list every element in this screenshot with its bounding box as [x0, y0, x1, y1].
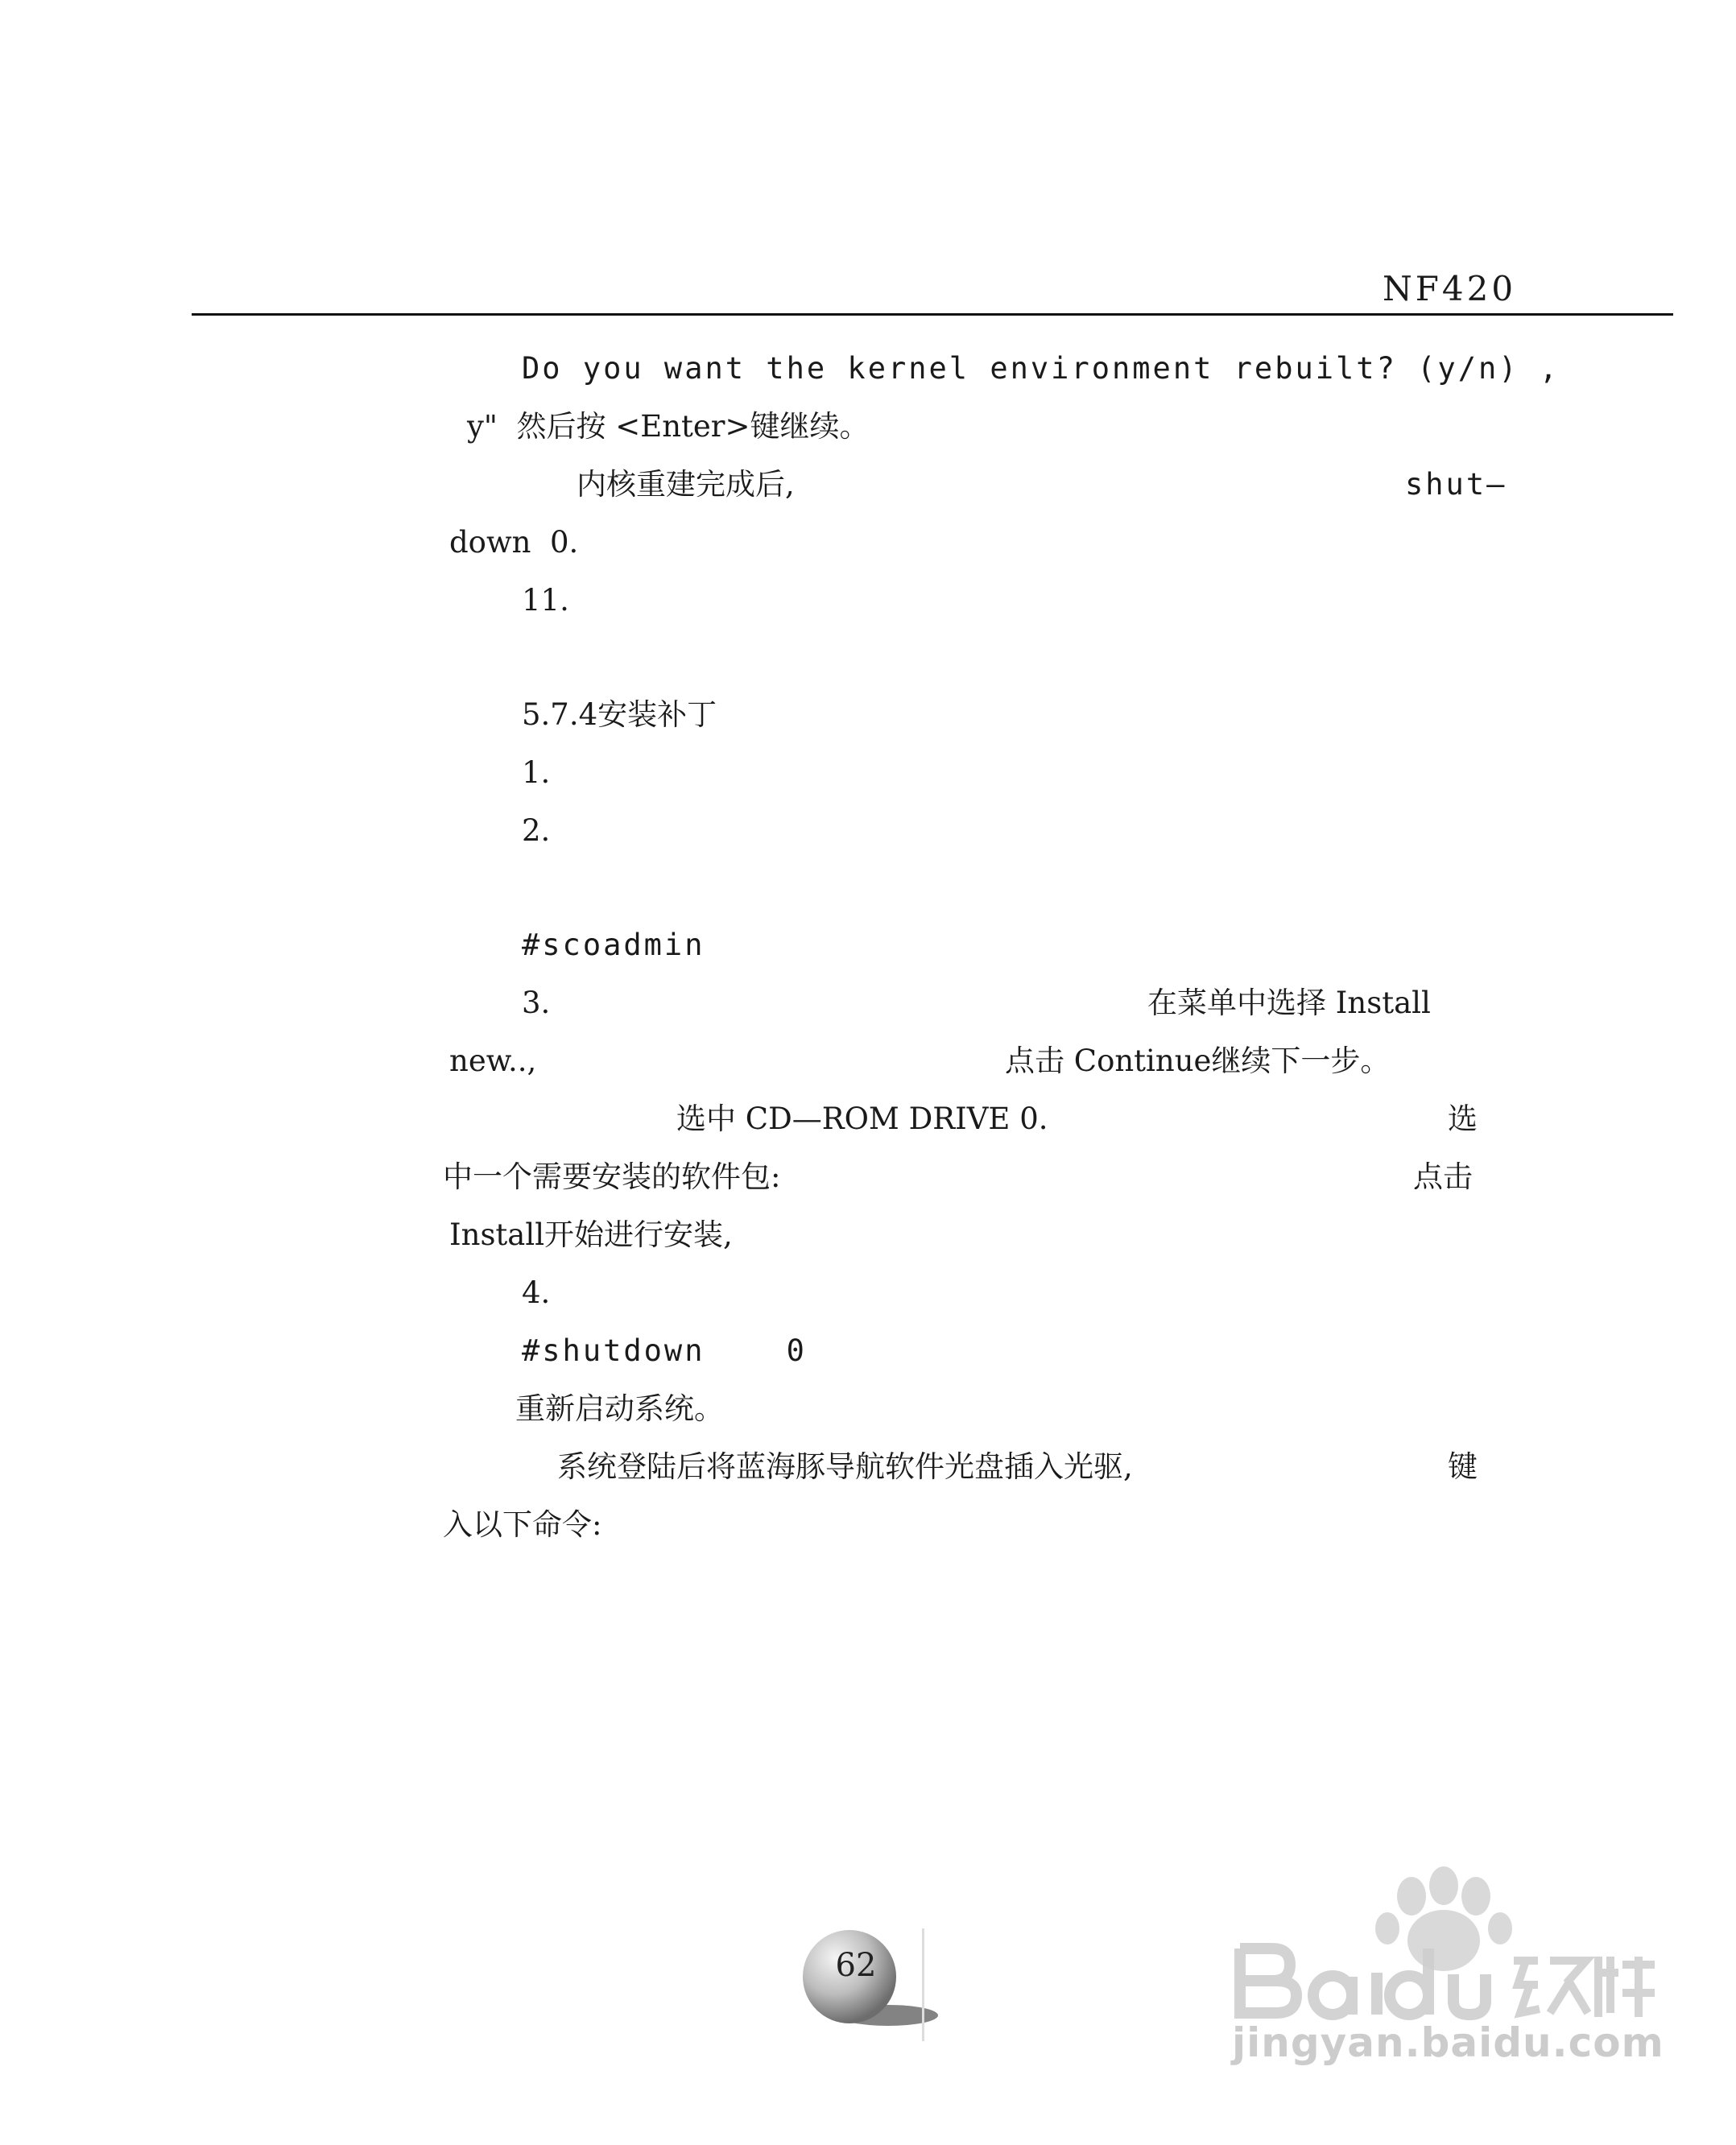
- watermark-url: jingyan.baidu.com: [1232, 2019, 1664, 2066]
- section-heading: 5.7.4安装补丁: [522, 697, 717, 732]
- page-header-code: NF420: [1383, 269, 1517, 308]
- install-start-line: Install开始进行安装,: [449, 1217, 733, 1252]
- page-number: 62: [835, 1947, 877, 1984]
- enter-command-line: 入以下命令:: [443, 1507, 602, 1542]
- cdrom-line: 选中 CD—ROM DRIVE 0.: [676, 1101, 1048, 1136]
- restart-line: 重新启动系统。: [515, 1391, 724, 1426]
- install-new-line: new..,: [449, 1044, 537, 1078]
- scoadmin-cmd: #scoadmin: [522, 928, 705, 962]
- kernel-prompt-line: Do you want the kernel environment rebuilt? (y/n) ,: [522, 351, 1560, 386]
- kernel-rebuilt-line: 内核重建完成后,: [577, 467, 795, 502]
- menu-select-line: 在菜单中选择 Install: [1147, 986, 1431, 1020]
- key-fragment: 键: [1448, 1449, 1478, 1484]
- step-1: 1.: [522, 755, 551, 790]
- step-2: 2.: [522, 813, 551, 848]
- package-line: 中一个需要安装的软件包:: [443, 1159, 781, 1194]
- header-rule: [192, 313, 1673, 316]
- enter-instruction-line: y" 然后按 <Enter>键继续。: [467, 409, 870, 444]
- step-4: 4.: [522, 1275, 551, 1310]
- shutdown-cmd-part2: down 0.: [449, 525, 579, 560]
- step-3: 3.: [522, 986, 551, 1020]
- page-badge-sphere: [793, 1928, 938, 2041]
- shutdown-cmd: #shutdown 0: [522, 1333, 807, 1368]
- click-fragment: 点击: [1413, 1159, 1473, 1194]
- continue-line: 点击 Continue继续下一步。: [1005, 1044, 1391, 1078]
- shutdown-cmd-part1: shut—: [1405, 467, 1507, 502]
- step-11: 11.: [522, 583, 569, 618]
- select-fragment: 选: [1448, 1101, 1478, 1136]
- insert-cd-line: 系统登陆后将蓝海豚导航软件光盘插入光驱,: [557, 1449, 1133, 1484]
